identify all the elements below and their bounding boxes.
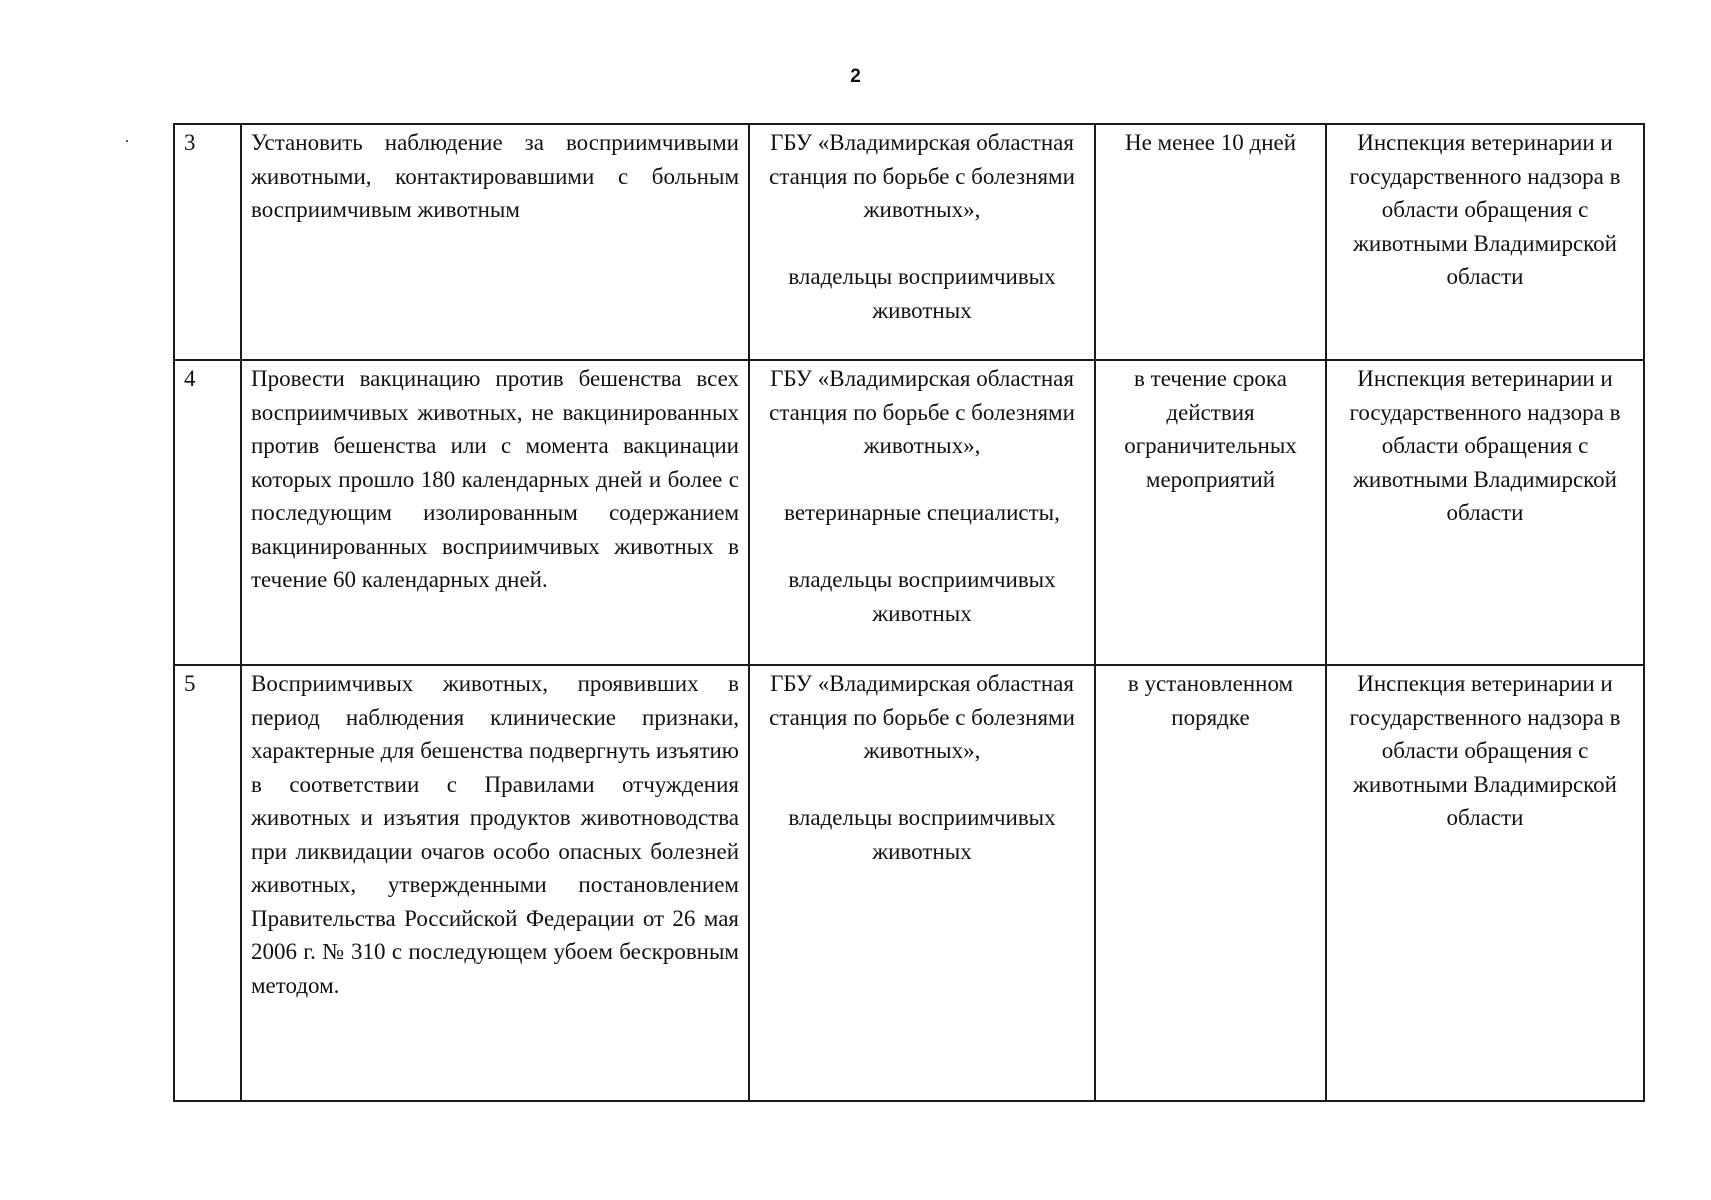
executor-item: владельцы восприимчивых животных — [788, 805, 1056, 864]
table-row — [174, 665, 1644, 1101]
table-row — [174, 124, 1644, 360]
executor-item: владельцы восприимчивых животных — [788, 264, 1056, 323]
page-number: 2 — [850, 66, 861, 87]
term-cell: в течение срока действия ограничительных мероприятий — [1095, 360, 1326, 665]
table-row — [174, 360, 1644, 665]
term-cell: Не менее 10 дней — [1095, 124, 1326, 360]
action-cell: Провести вакцинацию против бешенства всех восприимчивых животных, не вакцинированных против бешенства или с момента вакцинации которых прошло 180 календарных дней и более с последующим изолированным содержанием вакцинированных восприимчивых животных в течение 60 календарных дней. — [241, 360, 749, 665]
executors-cell — [749, 124, 1095, 360]
executor-item: ГБУ «Владимирская областная станция по борьбе с болезнями животных», — [769, 130, 1075, 222]
row-number: 5 — [174, 665, 241, 1101]
row-number: 3 — [174, 124, 241, 360]
term-cell: в установленном порядке — [1095, 665, 1326, 1101]
executors-cell — [749, 665, 1095, 1101]
action-cell: Восприимчивых животных, проявивших в период наблюдения клинические признаки, характерные для бешенства подвергнуть изъятию в соответствии с Правилами отчуждения животных и изъятия продуктов животноводства при ликвидации очагов особо опасных болезней животных, утвержденными постановлением Правительства Российской Федерации от 26 мая 2006 г. № 310 с последующем убоем бескровным методом. — [241, 665, 749, 1101]
row-number: 4 — [174, 360, 241, 665]
control-cell: Инспекция ветеринарии и государственного надзора в области обращения с животными Владимирской области — [1326, 124, 1644, 360]
scan-speck — [126, 140, 128, 142]
executor-item: ГБУ «Владимирская областная станция по борьбе с болезнями животных», — [769, 671, 1075, 763]
control-cell: Инспекция ветеринарии и государственного надзора в области обращения с животными Владимирской области — [1326, 665, 1644, 1101]
executor-item: ГБУ «Владимирская областная станция по борьбе с болезнями животных», — [769, 366, 1075, 458]
executors-cell — [749, 360, 1095, 665]
action-cell: Установить наблюдение за восприимчивыми животными, контактировавшими с больным восприимчивым животным — [241, 124, 749, 360]
measures-table — [173, 123, 1645, 1102]
control-cell: Инспекция ветеринарии и государственного надзора в области обращения с животными Владимирской области — [1326, 360, 1644, 665]
executor-item: ветеринарные специалисты, — [784, 500, 1060, 525]
executor-item: владельцы восприимчивых животных — [788, 567, 1056, 626]
